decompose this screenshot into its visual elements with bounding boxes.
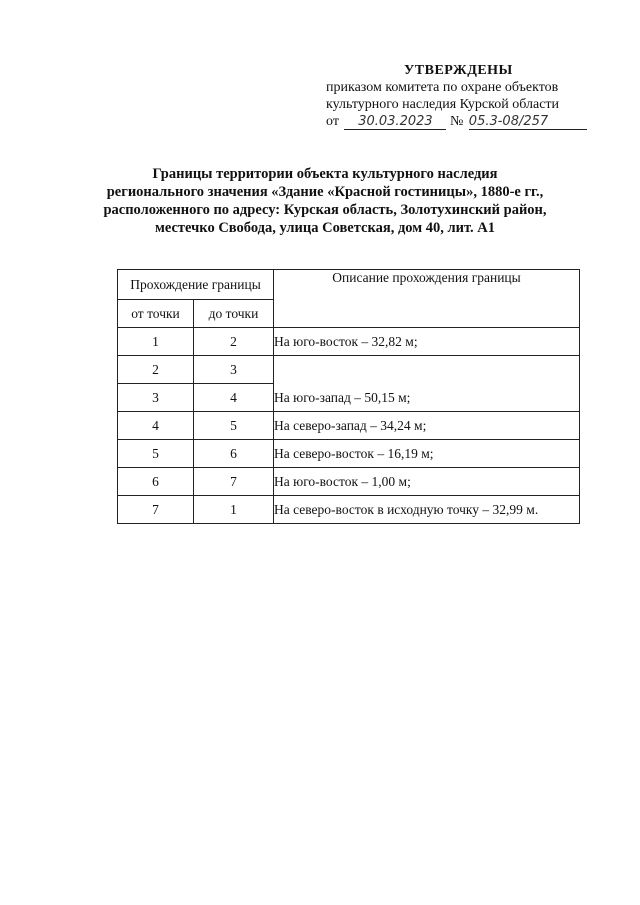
approval-reference (320, 113, 620, 130)
cell-to: 3 (194, 356, 274, 384)
heading-line-3: расположенного по адресу: Курская область, Золотухинский район, (103, 202, 547, 218)
boundary-table (117, 269, 580, 524)
cell-from: 1 (118, 328, 194, 356)
heading-line-4: местечко Свобода, улица Советская, дом 40, лит. А1 (154, 220, 496, 236)
table-row (118, 468, 580, 496)
heading-line-1: Границы территории объекта культурного наследия (152, 166, 498, 182)
cell-from: 7 (118, 496, 194, 524)
table-row (118, 328, 580, 356)
heading-line-2: регионального значения «Здание «Красной гостиницы», 1880-е гг., (106, 184, 544, 200)
cell-to: 4 (194, 384, 274, 412)
cell-description-merged: На юго-запад – 50,15 м; (274, 356, 580, 412)
from-label: от (326, 114, 339, 129)
cell-description: На северо-восток – 16,19 м; (274, 440, 580, 468)
order-number: 05.3-08/257 (469, 115, 587, 130)
cell-from: 5 (118, 440, 194, 468)
cell-to: 5 (194, 412, 274, 440)
cell-to: 1 (194, 496, 274, 524)
approval-line-2: культурного наследия Курской области (326, 97, 560, 112)
header-to: до точки (194, 300, 274, 328)
document-heading (80, 165, 570, 237)
table-row (118, 440, 580, 468)
cell-description: На юго-восток – 1,00 м; (274, 468, 580, 496)
cell-description: На юго-восток – 32,82 м; (274, 328, 580, 356)
table-row (118, 356, 580, 384)
header-description: Описание прохождения границы (274, 270, 580, 328)
approval-title: УТВЕРЖДЕНЫ (404, 63, 513, 78)
cell-from: 3 (118, 384, 194, 412)
cell-to: 6 (194, 440, 274, 468)
table-row (118, 496, 580, 524)
table-header-row (118, 270, 580, 300)
order-date: 30.03.2023 (344, 115, 446, 130)
cell-to: 2 (194, 328, 274, 356)
table-row (118, 412, 580, 440)
cell-from: 6 (118, 468, 194, 496)
approval-stamp (320, 62, 620, 130)
cell-to: 7 (194, 468, 274, 496)
approval-line-1: приказом комитета по охране объектов (326, 80, 559, 95)
header-passage: Прохождение границы (118, 270, 274, 300)
cell-from: 4 (118, 412, 194, 440)
header-from: от точки (118, 300, 194, 328)
cell-description: На северо-восток в исходную точку – 32,99 м. (274, 496, 580, 524)
number-label: № (449, 114, 464, 129)
cell-from: 2 (118, 356, 194, 384)
cell-description: На северо-запад – 34,24 м; (274, 412, 580, 440)
